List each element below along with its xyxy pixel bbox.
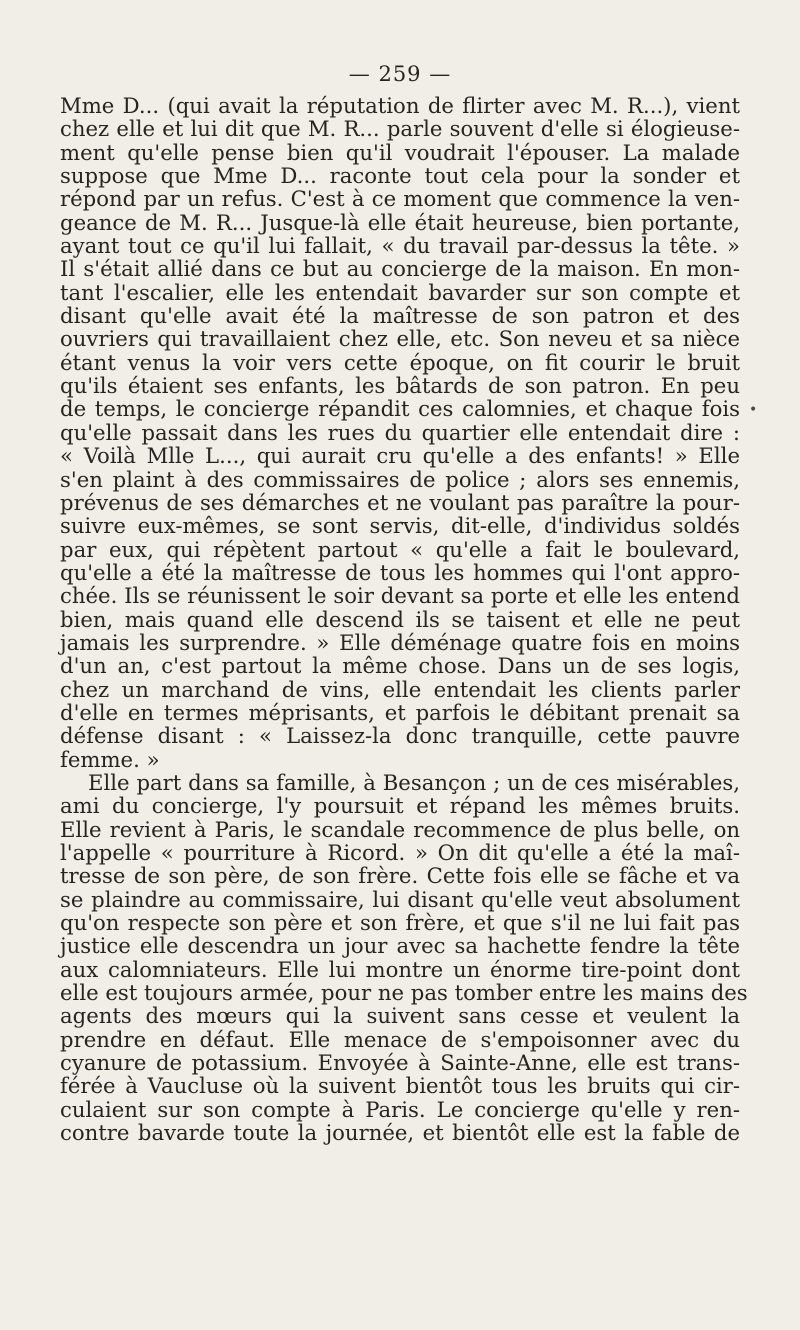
text-line: ami du concierge, l'y poursuit et répand les mêmes bruits. [60,793,740,819]
text-line: se plaindre au commissaire, lui disant qu'elle veut absolument [60,886,740,912]
text-line: ayant tout ce qu'il lui fallait, « du travail par-dessus la tête. » [60,233,740,259]
text-line: culaient sur son compte à Paris. Le concierge qu'elle y ren- [60,1096,740,1122]
text-line: Elle revient à Paris, le scandale recommence de plus belle, on [60,816,740,842]
text-line: Mme D... (qui avait la réputation de flirter avec M. R...), vient [60,93,740,118]
text-line: s'en plaint à des commissaires de police ; alors ses ennemis, [60,466,740,492]
text-line: jamais les surprendre. » Elle déménage quatre fois en moins [60,629,740,655]
text-line: qu'on respecte son père et son frère, et que s'il ne lui fait pas [60,910,740,936]
text-line: bien, mais quand elle descend ils se taisent et elle ne peut [60,606,740,632]
text-line: qu'elle passait dans les rues du quartier elle entendait dire : [60,419,740,445]
text-line: aux calomniateurs. Elle lui montre un énorme tire-point dont [60,956,740,982]
margin-dot: • [749,402,758,418]
text-line: férée à Vaucluse où la suivent bientôt tous les bruits qui cir- [60,1073,740,1099]
text-line: justice elle descendra un jour avec sa hachette fendre la tête [60,933,740,959]
text-line: chez elle et lui dit que M. R... parle souvent d'elle si élogieuse- [60,116,740,142]
text-line: tresse de son père, de son frère. Cette fois elle se fâche et va [60,863,740,889]
text-line: ouvriers qui travaillaient chez elle, etc. Son neveu et sa nièce [60,326,740,352]
text-line: étant venus la voir vers cette époque, on fit courir le bruit [60,349,740,375]
text-line: Elle part dans sa famille, à Besançon ; un de ces misérables, [88,769,740,795]
text-line: femme. » [60,746,160,772]
text-line: qu'elle a été la maîtresse de tous les hommes qui l'ont appro- [60,559,740,585]
text-line: agents des mœurs qui la suivent sans cesse et veulent la [60,1003,740,1029]
text-line: défense disant : « Laissez-la donc tranquille, cette pauvre [60,723,740,749]
text-line: Il s'était allié dans ce but au concierge de la maison. En mon- [60,256,740,282]
text-line: suppose que Mme D... raconte tout cela pour la sonder et [60,163,740,189]
text-line: chée. Ils se réunissent le soir devant sa porte et elle les entend [60,583,740,609]
text-line: chez un marchand de vins, elle entendait les clients parler [60,676,740,702]
text-line: l'appelle « pourriture à Ricord. » On dit qu'elle a été la maî- [60,840,740,865]
text-line: cyanure de potassium. Envoyée à Sainte-Anne, elle est trans- [60,1050,740,1076]
text-line: prévenus de ses démarches et ne voulant pas paraître la pour- [60,489,740,515]
text-line: « Voilà Mlle L..., qui aurait cru qu'elle a des enfants! » Elle [60,443,740,469]
text-line: elle est toujours armée, pour ne pas tomber entre les mains des [60,980,748,1006]
text-line: répond par un refus. C'est à ce moment que commence la ven- [60,186,740,212]
text-line: de temps, le concierge répandit ces calomnies, et chaque fois [60,396,740,422]
text-line: d'elle en termes méprisants, et parfois le débitant prenait sa [60,699,740,725]
text-line: ment qu'elle pense bien qu'il voudrait l'épouser. La malade [60,139,740,165]
text-line: tant l'escalier, elle les entendait bavarder sur son compte et [60,279,740,305]
text-line: suivre eux-mêmes, se sont servis, dit-elle, d'individus soldés [60,513,740,539]
text-line: qu'ils étaient ses enfants, les bâtards de son patron. En peu [60,373,740,399]
body-text [60,93,748,1146]
text-line: geance de M. R... Jusque-là elle était heureuse, bien portante, [60,209,740,235]
text-line: disant qu'elle avait été la maîtresse de son patron et des [60,303,740,329]
text-line: d'un an, c'est partout la même chose. Dans un de ses logis, [60,653,740,679]
text-line: par eux, qui répètent partout « qu'elle a fait le boulevard, [60,536,740,562]
text-line: contre bavarde toute la journée, et bientôt elle est la fable de [60,1120,740,1146]
text-line: prendre en défaut. Elle menace de s'empoisonner avec du [60,1026,740,1052]
page-number: — 259 — [348,62,452,86]
